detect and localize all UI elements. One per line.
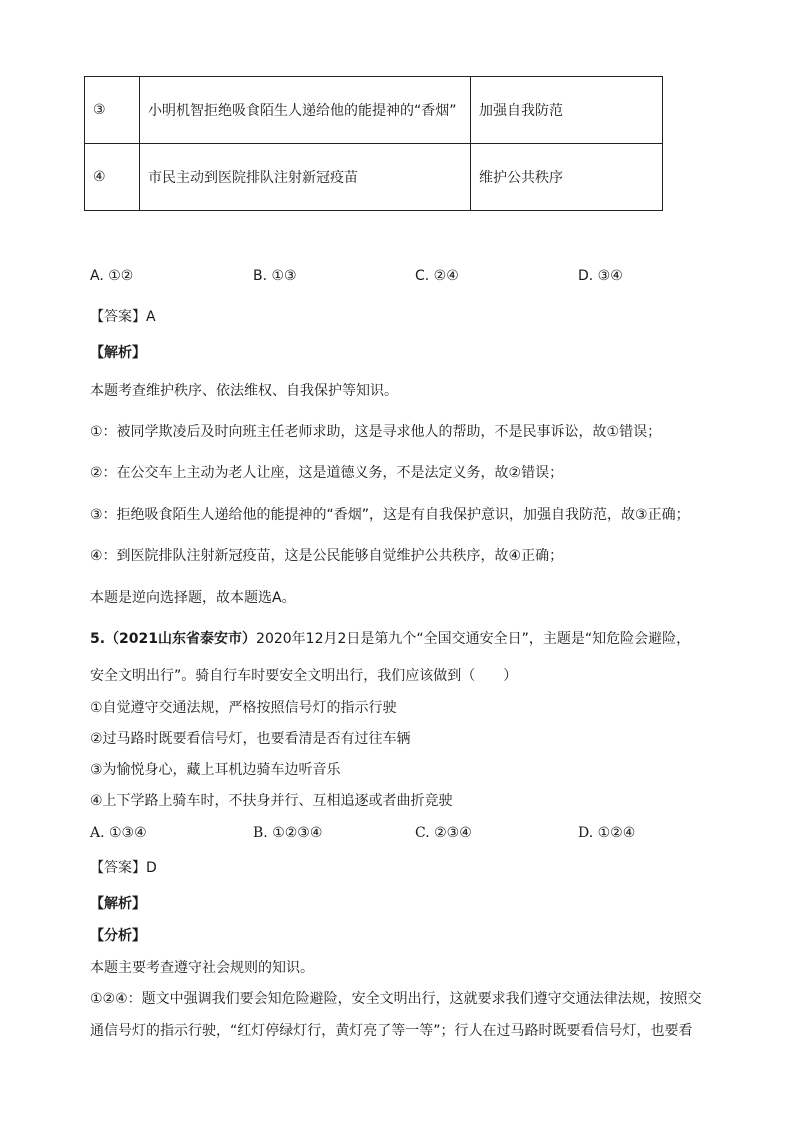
q4-conclusion: 本题是逆向选择题，故本题选A。 [90,590,296,606]
row-content: 市民主动到医院排队注射新冠疫苗 [140,144,471,211]
q4-option-d: D. ③④ [578,268,623,284]
q5-option-c: C. ②③④ [415,825,472,841]
answer-table [84,76,663,211]
q4-point-2: ②：在公交车上主动为老人让座，这是道德义务，不是法定义务，故②错误； [90,465,564,481]
q4-option-c: C. ②④ [415,268,459,284]
q5-item-2: ②过马路时既要看信号灯，也要看清是否有过往车辆 [90,731,411,747]
q5-analysis-sub: 【分析】 [90,928,146,944]
q5-option-d: D. ①②④ [578,825,636,841]
row-content: 小明机智拒绝吸食陌生人递给他的能提神的“香烟” [140,77,471,144]
q5-analysis-title: 【解析】 [90,896,146,912]
q4-point-1: ①：被同学欺凌后及时向班主任老师求助，这是寻求他人的帮助，不是民事诉讼，故①错误； [90,424,662,440]
q5-option-b: B. ①②③④ [253,825,323,841]
q5-item-1: ①自觉遵守交通法规，严格按照信号灯的指示行驶 [90,700,397,716]
q4-analysis-title: 【解析】 [90,345,146,361]
q5-stem-text: 2020年12月2日是第九个“全国交通安全日”，主题是“知危险会避险， [256,631,691,647]
q5-analysis-line-2: ①②④：题文中强调我们要会知危险避险，安全文明出行，这就要求我们遵守交通法律法规，按照交 [90,991,702,1007]
q5-item-3: ③为愉悦身心，藏上耳机边骑车边听音乐 [90,762,341,778]
q4-point-4: ④：到医院排队注射新冠疫苗，这是公民能够自觉维护公共秩序，故④正确； [90,548,564,564]
q4-intro: 本题考查维护秩序、依法维权、自我保护等知识。 [90,383,398,399]
row-reason: 维护公共秩序 [471,144,663,211]
q5-source: 5.（2021山东省泰安市） [90,631,257,647]
q5-option-a: A. ①③④ [90,825,147,841]
q5-analysis-line-3: 通信号灯的指示行驶，“红灯停绿灯行，黄灯亮了等一等”；行人在过马路时既要看信号灯，也要看 [90,1023,693,1039]
q5-item-4: ④上下学路上骑车时，不扶身并行、互相追逐或者曲折竞驶 [90,793,453,809]
q5-answer: 【答案】D [90,860,157,876]
row-number: ④ [85,144,140,211]
q4-answer: 【答案】A [90,309,156,325]
q5-stem-line-1 [90,629,690,649]
table-row [85,77,663,144]
row-number: ③ [85,77,140,144]
q4-option-b: B. ①③ [253,268,297,284]
q5-stem-line-2: 安全文明出行”。骑自行车时要安全文明出行，我们应该做到（ ） [90,668,518,684]
q4-option-a: A. ①② [90,268,134,284]
q5-analysis-line-1: 本题主要考查遵守社会规则的知识。 [90,960,314,976]
q4-point-3: ③：拒绝吸食陌生人递给他的能提神的“香烟”，这是有自我保护意识，加强自我防范，故③正确； [90,507,690,523]
table-row [85,144,663,211]
row-reason: 加强自我防范 [471,77,663,144]
